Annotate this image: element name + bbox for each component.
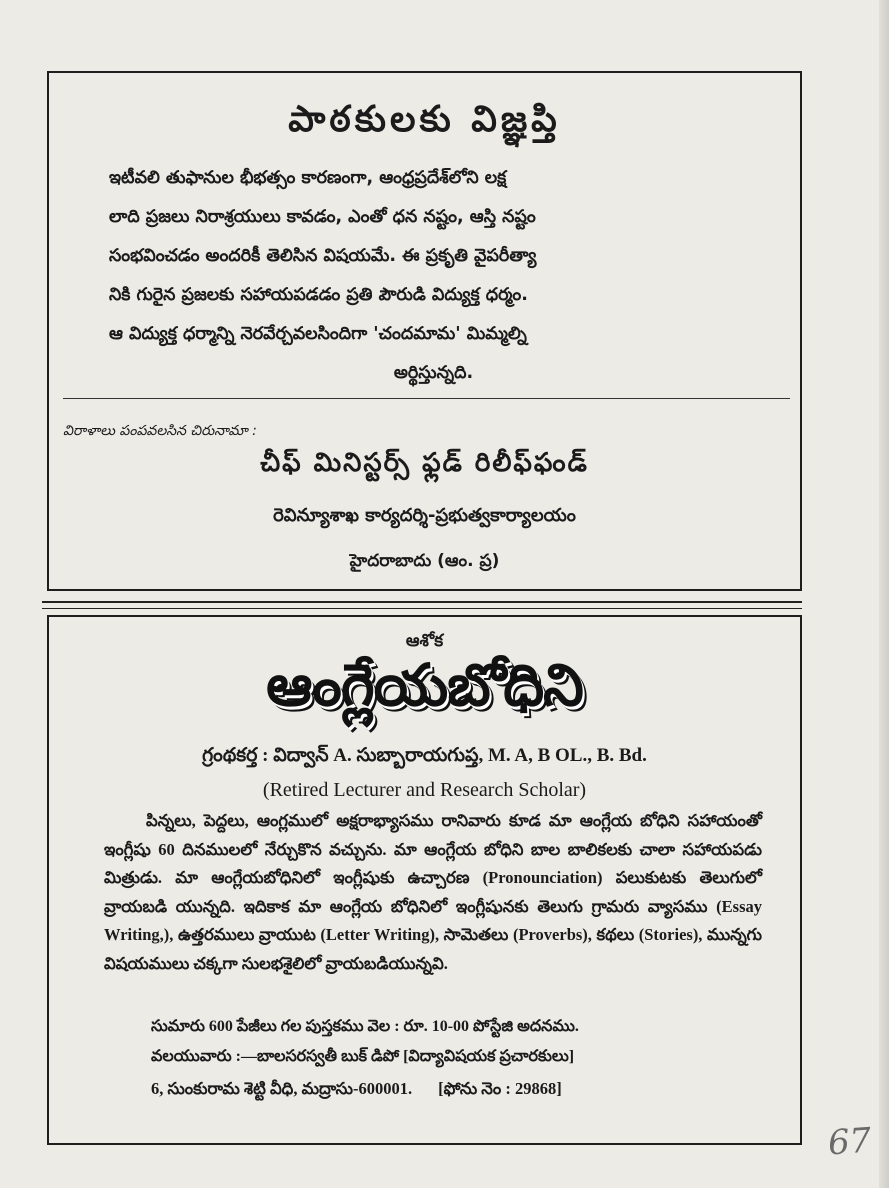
notice-divider	[63, 398, 790, 399]
notice-line: ఇటీవలి తుఫానుల భీభత్సం కారణంగా, ఆంధ్రప్రదేశ్‌లోని లక్ష	[109, 168, 507, 188]
address-line	[151, 1079, 562, 1102]
notice-line: నికి గురైన ప్రజలకు సహాయపడడం ప్రతి పౌరుడి విద్యుక్త ధర్మం.	[109, 285, 528, 305]
relief-notice-box	[47, 71, 802, 591]
ad-description: పిన్నలు, పెద్దలు, ఆంగ్లములో అక్షరాభ్యాసము రానివారు కూడ మా ఆంగ్లేయ బోధిని సహాయంతో ఇంగ్లీషు 60 దినములలో నేర్చుకొన వచ్చును. మా ఆంగ్లేయ బోధిని బాల బాలికలకు చాలా సహాయపడు మిత్రుడు. మా ఆంగ్లేయబోధినిలో ఇంగ్లీషుకు ఉచ్చారణ (Pronounciation) పలుకుటకు తెలుగులో వ్రాయబడి యున్నది. ఇదికాక మా ఆంగ్లేయ బోధినిలో ఇంగ్లీషునకు తెలుగు గ్రామరు వ్యాసము (Essay Writing,), ఉత్తరములు వ్రాయుట (Letter Writing), సామెతలు (Proverbs), కథలు (Stories), మున్నగు విషయములు చక్కగా సులభశైలిలో వ్రాయబడియున్నవి.	[104, 811, 762, 973]
ad-body	[104, 807, 762, 978]
page-edge	[879, 0, 889, 1188]
city-line: హైదరాబాదు (ఆం. ప్ర)	[349, 551, 500, 571]
author-line: గ్రంథకర్త : విద్వాన్ A. సుబ్బారాయగుప్త, M. A, B OL., B. Bd.	[202, 745, 647, 766]
book-title-logo: ఆంగ్లేయబోధిని	[266, 651, 583, 719]
section-separator	[42, 601, 802, 609]
notice-line-last: అర్థిస్తున్నది.	[393, 363, 474, 383]
address-label: విరాళాలు పంపవలసిన చిరునామా :	[63, 423, 257, 439]
seller-address: 6, సుంకురామ శెట్టి వీధి, మద్రాసు-600001.	[151, 1079, 413, 1098]
notice-line: లాది ప్రజలు నిరాశ్రయులు కావడం, ఎంతో ధన నష్టం, ఆస్తి నష్టం	[109, 207, 536, 227]
phone-number: [ఫోను నెం : 29868]	[438, 1079, 562, 1098]
book-advertisement-box	[47, 615, 802, 1145]
notice-body	[109, 159, 758, 393]
notice-title: పాఠకులకు విజ్ఞప్తి	[288, 99, 561, 140]
price-line: సుమారు 600 పేజీలు గల పుస్తకము వెల : రూ. 10-00 పోస్టేజి అదనము.	[151, 1018, 579, 1035]
seller-line: వలయువారు :—బాలసరస్వతీ బుక్ డిపో [విద్యావిషయక ప్రచారకులు]	[151, 1048, 575, 1065]
notice-line: సంభవించడం అందరికీ తెలిసిన విషయమే. ఈ ప్రకృతి వైపరీత్యా	[109, 246, 537, 266]
fund-name: చీఫ్ మినిస్టర్స్ ఫ్లడ్ రిలీఫ్‌ఫండ్	[260, 448, 589, 478]
notice-line: ఆ విద్యుక్త ధర్మాన్ని నెరవేర్చవలసిందిగా 'చందమామ' మిమ్మల్ని	[109, 324, 527, 344]
office-line: రెవిన్యూశాఖ కార్యదర్శి-ప్రభుత్వకార్యాలయం	[273, 505, 576, 526]
brand-small-label: ఆశోక	[405, 631, 444, 651]
author-designation: (Retired Lecturer and Research Scholar)	[262, 779, 587, 801]
page-number: 67	[826, 1120, 873, 1164]
